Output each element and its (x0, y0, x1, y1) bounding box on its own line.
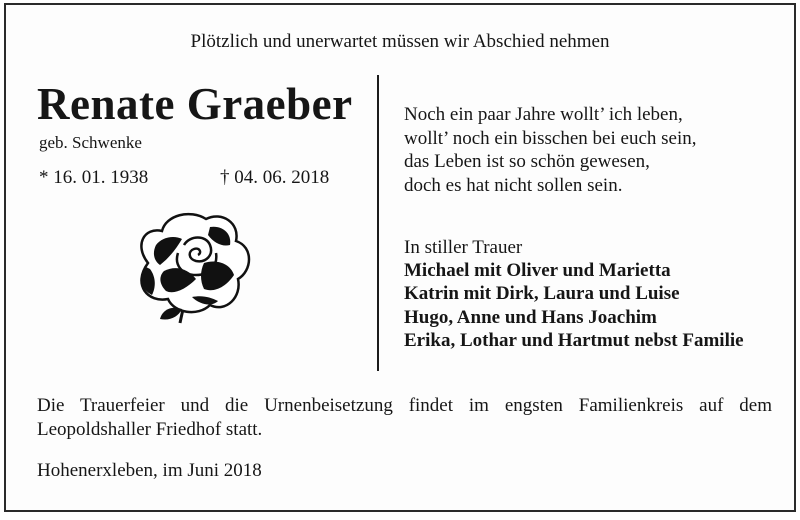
death-date: † 04. 06. 2018 (220, 167, 330, 188)
column-divider (377, 75, 379, 371)
poem (404, 103, 697, 197)
family-line: Erika, Lothar und Hartmut nebst Familie (404, 329, 744, 351)
family-line: Hugo, Anne und Hans Joachim (404, 306, 657, 328)
family-list (404, 259, 744, 352)
headline: Plötzlich und unerwartet müssen wir Abschied nehmen (190, 31, 610, 52)
mourning-label: In stiller Trauer (404, 237, 523, 258)
maiden-name: geb. Schwenke (39, 133, 142, 152)
rose-icon (126, 205, 258, 325)
family-line: Michael mit Oliver und Marietta (404, 260, 671, 281)
poem-line: das Leben ist so schön gewesen, (404, 151, 650, 172)
place-date: Hohenerxleben, im Juni 2018 (37, 460, 262, 481)
family-line: Katrin mit Dirk, Laura und Luise (404, 283, 680, 305)
ceremony-text: Die Trauerfeier und die Urnenbeisetzung findet im engsten Familienkreis auf dem Leopoldshaller Friedhof statt. (37, 395, 772, 440)
obituary-notice (4, 3, 796, 512)
poem-line: doch es hat nicht sollen sein. (404, 174, 623, 196)
birth-date: * 16. 01. 1938 (39, 167, 149, 188)
deceased-name: Renate Graeber (37, 79, 353, 129)
poem-line: wollt’ noch ein bisschen bei euch sein, (404, 127, 697, 149)
poem-line: Noch ein paar Jahre wollt’ ich leben, (404, 104, 683, 125)
